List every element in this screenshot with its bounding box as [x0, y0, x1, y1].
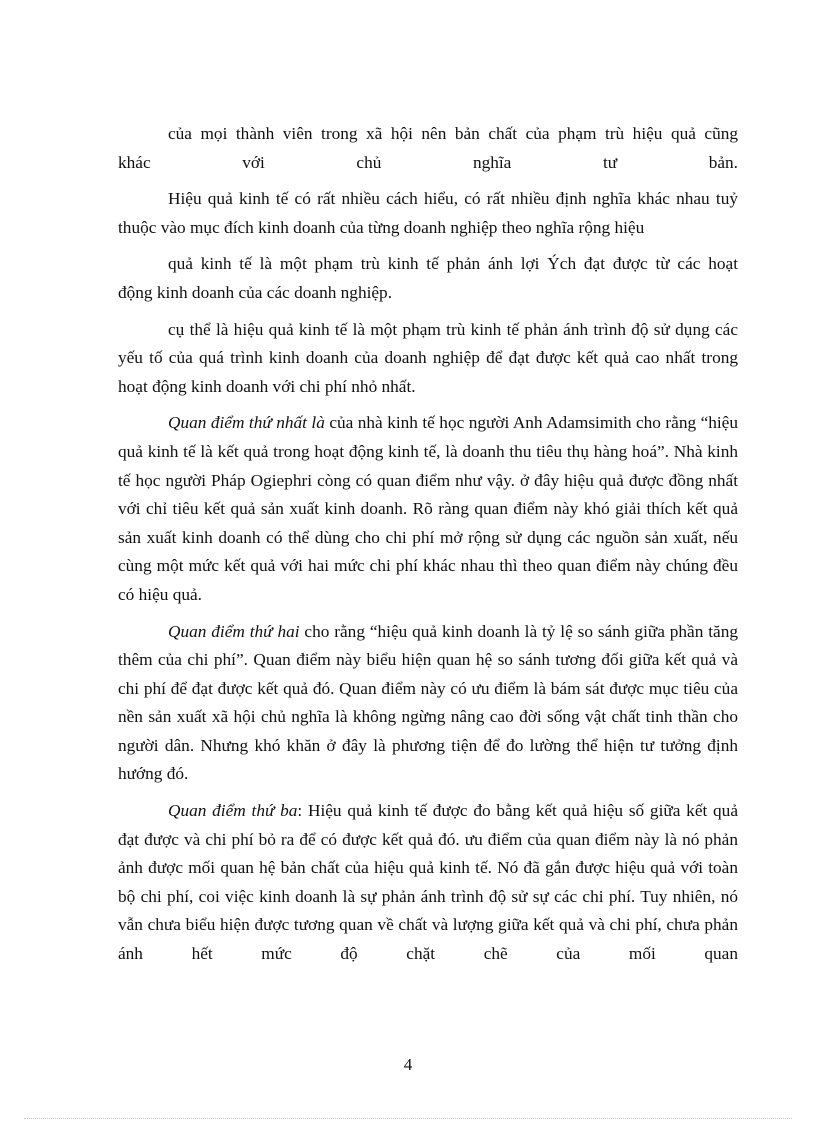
paragraph-5-text: của nhà kinh tế học người Anh Adamsimith cho rằng “hiệu quả kinh tế là kết quả trong hoạt động kinh tế, là doanh thu tiêu thụ hàng hoá”. Nhà kinh tế học người Pháp Ogiephri còng có quan điểm như vậy. ở đây hiệu quả được đồng nhất với chỉ tiêu kết quả sản xuất kinh doanh. Rõ ràng quan điểm này khó giải thích kết quả sản xuất kinh doanh có thể dùng cho chi phí mở rộng sử dụng các nguồn sản xuất, nếu cùng một mức kết quả với hai mức chi phí khác nhau thì theo quan điểm này chúng đều có hiệu quả.: [118, 413, 738, 604]
paragraph-3-line-1: quả kinh tế là một phạm trù kinh tế phản ánh lợi Ých đạt được từ các hoạt: [168, 254, 738, 274]
paragraph-6-text: cho rằng “hiệu quả kinh doanh là tỷ lệ so sánh giữa phần tăng thêm của chi phí”. Quan điểm này biểu hiện quan hệ so sánh tương đối giữa kết quả và chi phí để đạt được kết quả đó. Quan điểm này có ưu điểm là bám sát được mục tiêu của nền sản xuất xã hội chủ nghĩa là không ngừng nâng cao đời sống vật chất tinh thần cho người dân. Nhưng khó khăn ở đây là phương tiện để đo lường thể hiện tư tưởng định hướng đó.: [118, 621, 738, 784]
paragraph-1-line-1: của mọi thành viên trong xã hội nên bản chất của phạm trù hiệu quả cũng: [168, 124, 738, 143]
paragraph-7-lead: Quan điểm thứ ba: [168, 801, 298, 821]
footer-rule: [24, 1118, 792, 1119]
paragraph-3-rest: động kinh doanh của các doanh nghiệp.: [118, 282, 393, 302]
paragraph-5-lead: Quan điểm thứ nhất là: [168, 413, 325, 433]
paragraph-1: [118, 120, 738, 177]
paragraph-6-lead: Quan điểm thứ hai: [168, 621, 300, 641]
paragraph-1-line-2: khác với chủ nghĩa tư bản.: [118, 152, 738, 172]
paragraph-7: [118, 797, 738, 969]
paragraph-6: [118, 618, 738, 790]
paragraph-7-text: : Hiệu quả kinh tế được đo bằng kết quả hiệu số giữa kết quả đạt được và chi phí bỏ ra để có được kết quả đó. ưu điểm của quan điểm này là nó phản ảnh được mối quan hệ bản chất của hiệu quả kinh tế. Nó đã gắn được hiệu quả với toàn bộ chi phí, coi việc kinh doanh là sự phản ánh trình độ sử sự các chi phí. Tuy nhiên, nó vẫn chưa biểu hiện được tương quan về chất và lượng giữa kết quả và chi phí, chưa phản ánh hết mức độ chặt chẽ của mối quan: [118, 801, 738, 964]
body-text: [118, 120, 738, 977]
paragraph-2: Hiệu quả kinh tế có rất nhiều cách hiểu, có rất nhiều định nghĩa khác nhau tuỷ thuộc vào mục đích kinh doanh của từng doanh nghiệp theo nghĩa rộng hiệu: [118, 189, 738, 237]
paragraph-5: [118, 409, 738, 609]
paragraph-4: cụ thể là hiệu quả kinh tế là một phạm trù kinh tế phản ánh trình độ sử dụng các yếu tố của quá trình kinh doanh của doanh nghiệp để đạt được kết quả cao nhất trong hoạt động kinh doanh với chi phí nhỏ nhất.: [118, 319, 738, 396]
paragraph-3: [118, 250, 738, 307]
page-number: 4: [403, 1055, 413, 1074]
